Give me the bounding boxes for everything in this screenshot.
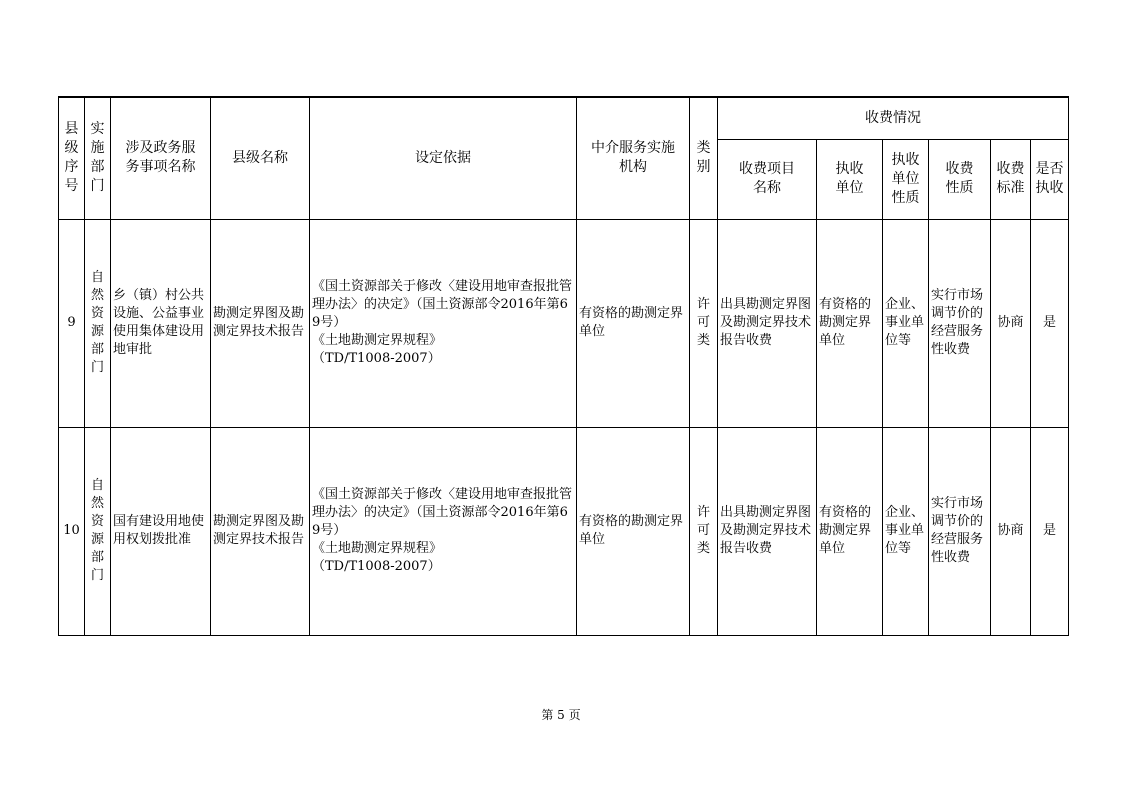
row-basis: 《国土资源部关于修改〈建设用地审查报批管理办法〉的决定》（国土资源部令2016年第69号） 《土地勘测定界规程》 （TD/T1008-2007） — [310, 427, 577, 635]
row-collector-nature: 企业、事业单位等 — [883, 219, 929, 427]
row-fee-item: 出具勘测定界图及勘测定界技术报告收费 — [718, 427, 817, 635]
header-matter: 涉及政务服 务事项名称 — [111, 97, 211, 219]
row-category: 许 可 类 — [690, 219, 718, 427]
header-fee-nature: 收费 性质 — [929, 139, 991, 219]
table-row — [59, 219, 1069, 427]
row-county-name: 勘测定界图及勘测定界技术报告 — [211, 427, 310, 635]
header-county-no: 县 级 序 号 — [59, 97, 85, 219]
row-matter: 乡（镇）村公共设施、公益事业使用集体建设用地审批 — [111, 219, 211, 427]
header-basis: 设定依据 — [310, 97, 577, 219]
page-number: 第 5 页 — [541, 708, 581, 722]
header-dept: 实 施 部 门 — [85, 97, 111, 219]
row-no: 9 — [59, 219, 85, 427]
row-fee-nature: 实行市场调节价的经营服务性收费 — [929, 219, 991, 427]
header-collector-nature: 执收 单位 性质 — [883, 139, 929, 219]
row-collector: 有资格的勘测定界单位 — [817, 219, 883, 427]
row-collector: 有资格的勘测定界单位 — [817, 427, 883, 635]
header-category: 类 别 — [690, 97, 718, 219]
row-basis: 《国土资源部关于修改〈建设用地审查报批管理办法〉的决定》（国土资源部令2016年第69号） 《土地勘测定界规程》 （TD/T1008-2007） — [310, 219, 577, 427]
header-agency: 中介服务实施 机构 — [577, 97, 690, 219]
header-collector: 执收 单位 — [817, 139, 883, 219]
row-agency: 有资格的勘测定界单位 — [577, 427, 690, 635]
header-fee-item: 收费项目 名称 — [718, 139, 817, 219]
header-is-collected: 是否 执收 — [1031, 139, 1069, 219]
header-county-name: 县级名称 — [211, 97, 310, 219]
row-fee-standard: 协商 — [991, 219, 1031, 427]
fee-table — [58, 96, 1069, 636]
row-agency: 有资格的勘测定界单位 — [577, 219, 690, 427]
row-matter: 国有建设用地使用权划拨批准 — [111, 427, 211, 635]
header-fee-standard: 收费 标准 — [991, 139, 1031, 219]
row-dept: 自 然 资 源 部 门 — [85, 427, 111, 635]
table-row — [59, 427, 1069, 635]
header-fee-group: 收费情况 — [718, 97, 1069, 139]
row-fee-standard: 协商 — [991, 427, 1031, 635]
row-is-collected: 是 — [1031, 427, 1069, 635]
row-fee-item: 出具勘测定界图及勘测定界技术报告收费 — [718, 219, 817, 427]
row-fee-nature: 实行市场调节价的经营服务性收费 — [929, 427, 991, 635]
row-county-name: 勘测定界图及勘测定界技术报告 — [211, 219, 310, 427]
row-category: 许 可 类 — [690, 427, 718, 635]
row-dept: 自 然 资 源 部 门 — [85, 219, 111, 427]
row-is-collected: 是 — [1031, 219, 1069, 427]
row-collector-nature: 企业、事业单位等 — [883, 427, 929, 635]
row-no: 10 — [59, 427, 85, 635]
